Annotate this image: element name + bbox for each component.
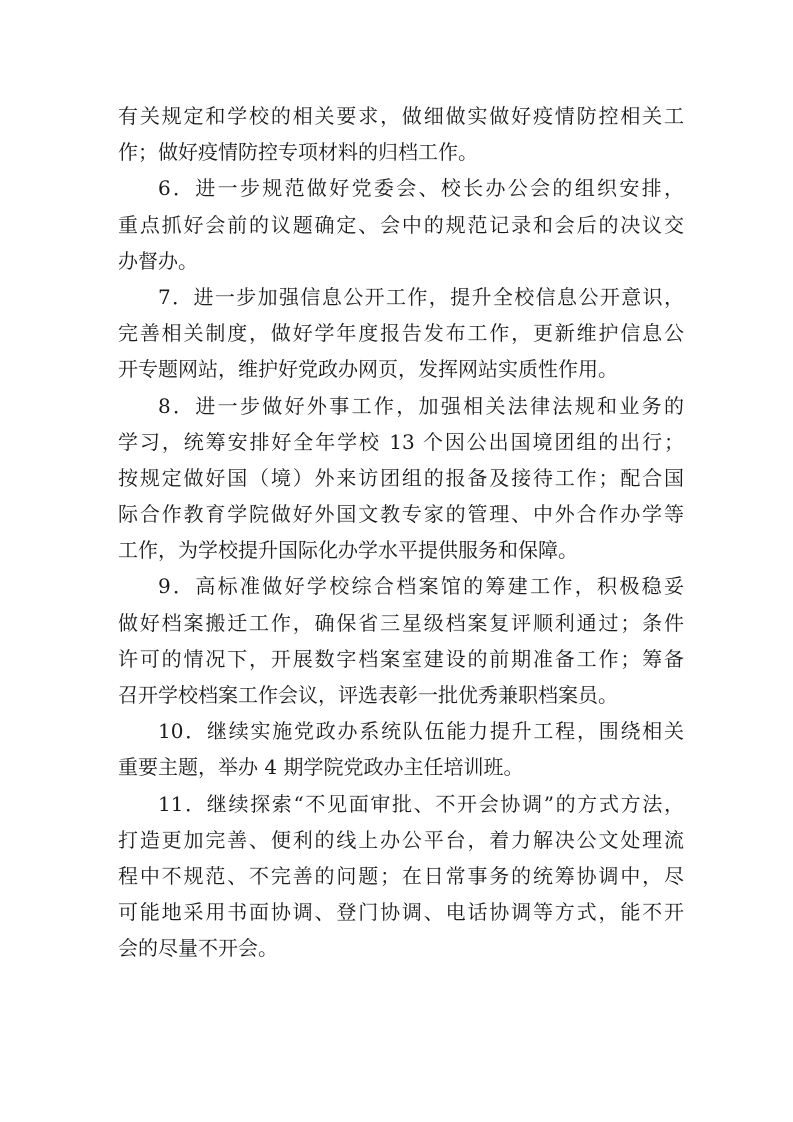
text-line: 10．继续实施党政办系统队伍能力提升工程，围绕相关 xyxy=(158,719,684,744)
text-line: 9．高标准做好学校综合档案馆的筹建工作，积极稳妥 xyxy=(158,574,684,599)
text-line: 有关规定和学校的相关要求，做细做实做好疫情防控相关工 xyxy=(118,104,684,128)
text-line: 程中不规范、不完善的问题；在日常事务的统筹协调中，尽 xyxy=(118,863,684,888)
text-line: 许可的情况下，开展数字档案室建设的前期准备工作；筹备 xyxy=(118,646,684,671)
text-line: 完善相关制度，做好学年度报告发布工作，更新维护信息公 xyxy=(118,321,684,346)
text-line: 可能地采用书面协调、登门协调、电话协调等方式，能不开 xyxy=(118,900,684,925)
text-line: 按规定做好国（境）外来访团组的报备及接待工作；配合国 xyxy=(118,465,684,490)
text-line: 学习，统筹安排好全年学校 13 个因公出国境团组的出行； xyxy=(118,429,684,454)
text-line: 工作，为学校提升国际化办学水平提供服务和保障。 xyxy=(118,538,578,563)
text-line: 办督办。 xyxy=(118,248,198,273)
paragraph-item-7 xyxy=(118,279,684,388)
text-line: 际合作教育学院做好外国文教专家的管理、中外合作办学等 xyxy=(118,502,684,527)
text-line: 会的尽量不开会。 xyxy=(118,936,278,961)
text-line: 7．进一步加强信息公开工作，提升全校信息公开意识， xyxy=(158,284,684,309)
paragraph-item-8 xyxy=(118,388,684,569)
paragraph-continuation xyxy=(118,98,684,170)
text-line: 开专题网站，维护好党政办网页，发挥网站实质性作用。 xyxy=(118,357,618,382)
paragraph-item-9 xyxy=(118,568,684,713)
paragraph-item-6 xyxy=(118,170,684,279)
text-line: 重点抓好会前的议题确定、会中的规范记录和会后的决议交 xyxy=(118,212,684,237)
text-line: 作；做好疫情防控专项材料的归档工作。 xyxy=(118,140,478,165)
text-line: 做好档案搬迁工作，确保省三星级档案复评顺利通过；条件 xyxy=(118,610,684,635)
text-line: 重要主题，举办 4 期学院党政办主任培训班。 xyxy=(118,755,524,780)
text-line: 打造更加完善、便利的线上办公平台，着力解决公文处理流 xyxy=(118,827,684,852)
text-line: 8．进一步做好外事工作，加强相关法律法规和业务的 xyxy=(158,393,684,418)
paragraph-item-11 xyxy=(118,786,684,967)
text-line: 11．继续探索“不见面审批、不开会协调”的方式方法， xyxy=(158,791,684,816)
text-line: 召开学校档案工作会议，评选表彰一批优秀兼职档案员。 xyxy=(118,683,618,707)
document-body xyxy=(118,98,684,967)
paragraph-item-10 xyxy=(118,713,684,785)
text-line: 6．进一步规范做好党委会、校长办公会的组织安排， xyxy=(158,176,684,201)
